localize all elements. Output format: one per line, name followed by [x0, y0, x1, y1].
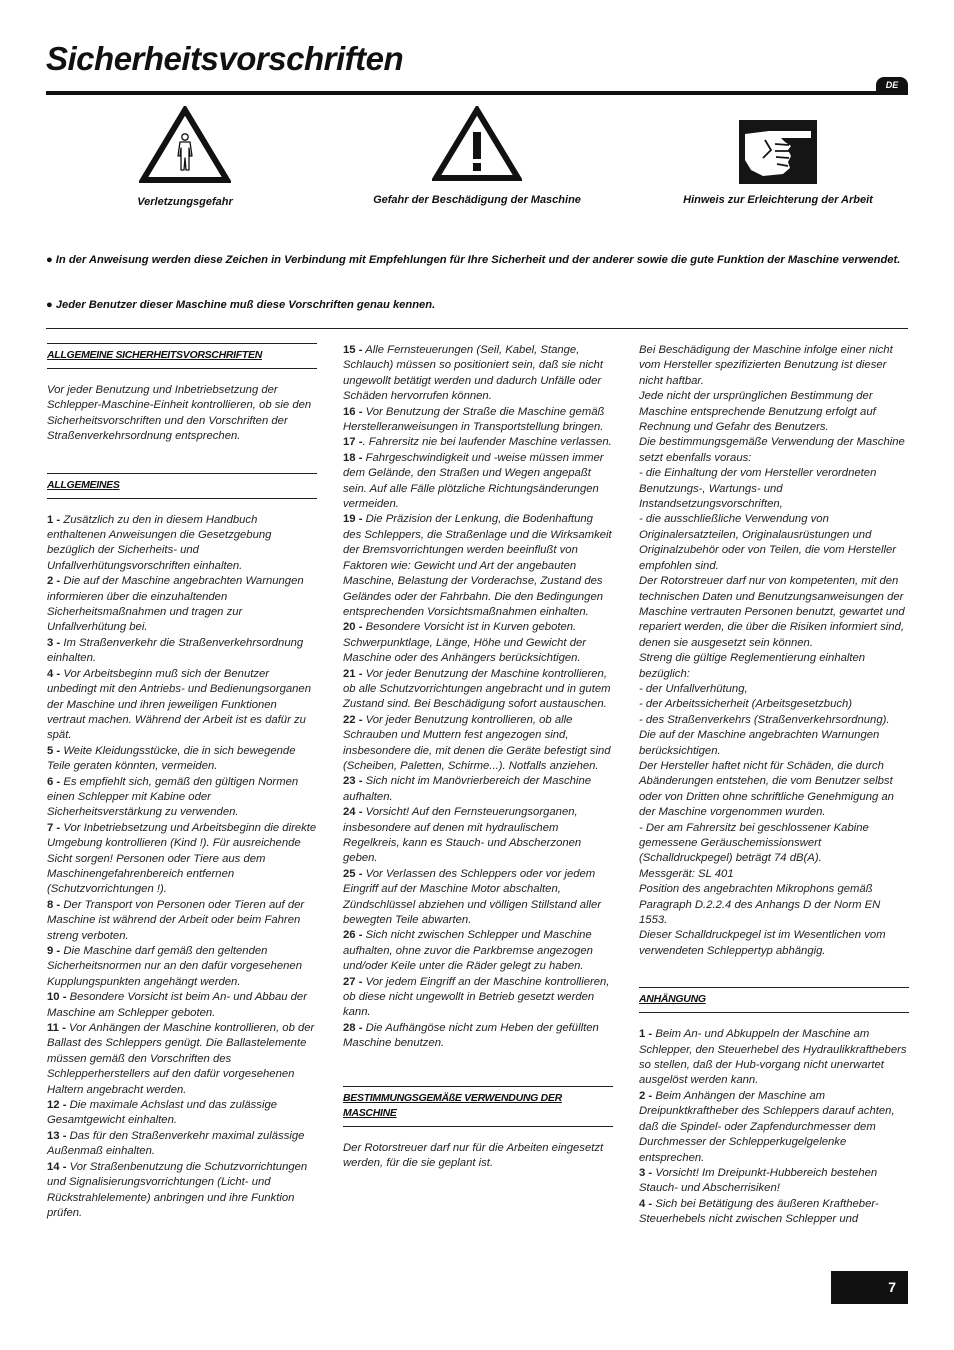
text-line: Messgerät: SL 401	[639, 867, 734, 880]
list-item: 12 - Die maximale Achslast und das zulässige Gesamtgewicht einhalten.	[47, 1099, 278, 1127]
text-line: - Der am Fahrersitz bei geschlossener Kabine gemessene Geräuschemissionswert (Schalldruckpegel) beträgt 74 dB(A).	[639, 821, 869, 865]
list-item: 3 - Im Straßenverkehr die Straßenverkehrsordnung einhalten.	[47, 636, 304, 665]
text-line: Jede nicht der ursprünglichen Bestimmung der Maschine entsprechende Benutzung erfolgt auf Rechnung und Gefahr des Benutzers.	[639, 390, 876, 434]
list-item: 19 - Die Präzision der Lenkung, die Bodenhaftung des Schleppers, die Straßenlage und die Wirksamkeit der Bremsvorrichtungen werden beeinflußt von Faktoren wie: Gewicht und Art der angebauten Maschine, Belastung der Vorderachse, Zustand des Geländes oder der Fahrbahn. Die den Bedingungen entsprechenden Vorsichtsmaßnahmen einhalten.	[343, 513, 612, 618]
list-item: 24 - Vorsicht! Auf den Fernsteuerungsorganen, insbesondere auf denen mit hydraulischem Regelkreis, kann es Stauch- und Abscherzonen geben.	[343, 806, 582, 865]
list-item: 17 -. Fahrersitz nie bei laufender Maschine verlassen.	[343, 436, 612, 449]
list-item: 6 - Es empfiehlt sich, gemäß den gültigen Normen einen Schlepper mit Kabine oder Sicherheitsverstärkung zu verwenden.	[47, 775, 299, 819]
list-item: 11 - Vor Anhängen der Maschine kontrollieren, ob der Ballast des Schleppers genügt. Die Ballastelemente müssen gemäß den Vorschriften des Schlepperherstellers auf den dafür vorgesehenen Haltern angebracht werden.	[47, 1022, 315, 1096]
paragraph-intended-use: Der Rotorstreuer darf nur für die Arbeiten eingesetzt werden, für die sie geplant ist.	[343, 1141, 604, 1170]
pointing-hand-icon	[739, 120, 817, 184]
exclamation-warning-icon	[432, 106, 522, 182]
list-item: 1 - Zusätzlich zu den in diesem Handbuch enthaltenen Anweisungen die Gesetzgebung bezüglich der Sicherheits- und Unfallverhütungsvorschriften einhalten.	[47, 513, 272, 572]
list-item: 9 - Die Maschine darf gemäß den geltenden Sicherheitsnormen nur an den dafür vorgesehenen Kupplungspunkten angehängt werden.	[47, 945, 302, 988]
icon-caption-injury: Verletzungsgefahr	[137, 196, 233, 208]
list-item: 2 - Beim Anhängen der Maschine am Dreipunktkraftheber des Schleppers darauf achten, daß die Spindel- oder Zapfendurchmesser dem Durchmesser der Schlepperkugelgelenke entsprechen.	[639, 1089, 895, 1164]
list-item: 18 - Fahrgeschwindigkeit und -weise müssen immer dem Gelände, den Straßen und Wegen angepaßt sein. Auf alle Fälle plötzliche Richtungsänderungen vermeiden.	[343, 451, 604, 511]
list-item: 22 - Vor jeder Benutzung kontrollieren, ob alle Schrauben und Muttern fest angezogen sind, insbesondere die, mit denen die Geräte befestigt sind (Scheiben, Paletten, Schirme...). Notfalls anziehen.	[343, 713, 611, 772]
icon-block-injury	[100, 106, 270, 208]
list-item: 4 - Sich bei Betätigung des äußeren Kraftheber-Steuerhebels nicht zwischen Schlepper und	[639, 1197, 879, 1226]
list-item: 21 - Vor jeder Benutzung der Maschine kontrollieren, ob alle Schutzvorrichtungen angebracht und in gutem Zustand sind. Bei Beschädigung sofort austauschen.	[343, 667, 611, 711]
section-heading-hitching: ANHÄNGUNG	[639, 987, 909, 1013]
list-item: 25 - Vor Verlassen des Schleppers oder vor jedem Eingriff auf der Maschine Motor abschalten, Zündschlüssel abziehen und völligen Stillstand aller bewegten Teile abwarten.	[343, 867, 602, 927]
person-warning-icon	[139, 106, 231, 184]
text-line: - der Arbeitssicherheit (Arbeitsgesetzbuch)	[639, 698, 853, 711]
icon-caption-hint: Hinweis zur Erleichterung der Arbeit	[683, 194, 873, 206]
intro-paragraph-1: ● In der Anweisung werden diese Zeichen in Verbindung mit Empfehlungen für Ihre Sicherheit und der anderer sowie die gute Funktion der Maschine verwendet.	[46, 254, 901, 266]
list-item: 28 - Die Aufhängöse nicht zum Heben der gefüllten Maschine benutzen.	[343, 1021, 599, 1050]
text-line: Die auf der Maschine angebrachten Warnungen berücksichtigen.	[639, 729, 880, 757]
list-item: 23 - Sich nicht im Manövrierbereich der Maschine aufhalten.	[343, 775, 592, 803]
list-item: 2 - Die auf der Maschine angebrachten Warnungen informieren über die einzuhaltenden Sicherheitsmaßnahmen und tragen zur Unfallverhütung bei.	[47, 575, 304, 634]
text-line: Position des angebrachten Mikrophons gemäß Paragraph D.2.2.4 des Anhangs D der Norm EN 1553.	[639, 883, 881, 927]
icon-caption-damage: Gefahr der Beschädigung der Maschine	[373, 194, 581, 206]
section-divider	[46, 328, 908, 329]
page-number: 7	[831, 1271, 908, 1304]
section-heading-general-safety: ALLGEMEINE SICHERHEITSVORSCHRIFTEN	[47, 343, 317, 369]
section-heading-intended-use: BESTIMMUNGSGEMÄßE VERWENDUNG DER MASCHINE	[343, 1086, 613, 1127]
list-item: 4 - Vor Arbeitsbeginn muß sich der Benutzer unbedingt mit den Antriebs- und Bedienungsorganen der Maschine und ihren jeweiligen Funktionen vertraut machen. Während der Arbeit ist es dafür zu spät.	[47, 667, 311, 742]
icon-block-hint	[650, 120, 906, 206]
section-heading-general: ALLGEMEINES	[47, 473, 317, 499]
text-line: Bei Beschädigung der Maschine infolge einer nicht vom Hersteller spezifizierten Benutzung ist dieser nicht haftbar.	[639, 344, 893, 387]
list-item: 16 - Vor Benutzung der Straße die Maschine gemäß Herstelleranweisungen in Transportstellung bringen.	[343, 405, 605, 434]
list-item: 20 - Besondere Vorsicht ist in Kurven geboten. Schwerpunktlage, Länge, Höhe und Gewicht der Maschine oder des Anhängers berücksichtigen.	[343, 621, 587, 665]
bullet-icon: ●	[46, 299, 53, 311]
text-line: Streng die gültige Reglementierung einhalten bezüglich:	[639, 652, 866, 680]
title-rule	[46, 91, 908, 95]
list-item: 14 - Vor Straßenbenutzung die Schutzvorrichtungen und Signalisierungsvorrichtungen (Licht- und Rückstrahlelemente) anbringen und ihre Funktion prüfen.	[47, 1160, 308, 1219]
intro-paragraph-2: ● Jeder Benutzer dieser Maschine muß diese Vorschriften genau kennen.	[46, 299, 436, 311]
text-line: Der Rotorstreuer darf nur von kompetenten, mit den technischen Daten und Benutzungsanweisungen der Maschine vertrauten Personen benutzt, gewartet und repariert werden, die über die Risiken informiert sind, denen sie ausgesetzt sein können.	[639, 575, 905, 649]
column-3	[639, 343, 909, 1228]
language-badge: DE	[876, 77, 908, 94]
list-item: 15 - Alle Fernsteuerungen (Seil, Kabel, Stange, Schlauch) müssen so positioniert sein, daß sie nicht ungewollt betätigt werden und dadurch Unfälle oder Schäden hervorrufen können.	[343, 344, 603, 403]
list-item: 7 - Vor Inbetriebsetzung und Arbeitsbeginn die direkte Umgebung kontrollieren (Kind !). Für ausreichende Sicht sorgen! Personen oder Tiere aus dem Maschinengefahrenbereich entfernen (Schutzvorrichtungen !).	[47, 821, 317, 896]
text-line: - des Straßenverkehrs (Straßenverkehrsordnung).	[639, 713, 890, 726]
text-line: - die Einhaltung der vom Hersteller verordneten Benutzungs-, Wartungs- und Instandsetzungsvorschriften,	[639, 467, 877, 511]
list-item: 10 - Besondere Vorsicht ist beim An- und Abbau der Maschine am Schlepper geboten.	[47, 991, 307, 1019]
text-line: - die ausschließliche Verwendung von Originalersatzteilen, Originalausrüstungen und Originalzubehör oder von Teilen, die vom Hersteller empfohlen sind.	[639, 513, 897, 572]
column-2	[343, 343, 613, 1172]
list-item: 1 - Beim An- und Abkuppeln der Maschine am Schlepper, den Steuerhebel des Hydraulikkrafthebers so stellen, daß der Hub-vorgang nicht unerwartet ausgelöst werden kann.	[639, 1028, 907, 1087]
list-item: 5 - Weite Kleidungsstücke, die in sich bewegende Teile geraten könnten, vermeiden.	[47, 744, 296, 773]
paragraph-general-safety: Vor jeder Benutzung und Inbetriebsetzung der Schlepper-Maschine-Einheit kontrollieren, ob sie den Sicherheitsvorschriften und den Vorschriften der Straßenverkehrsordnung entsprechen.	[47, 384, 312, 443]
list-item: 27 - Vor jedem Eingriff an der Maschine kontrollieren, ob diese nicht ungewollt in Betrieb gesetzt werden kann.	[343, 975, 610, 1019]
text-line: Die bestimmungsgemäße Verwendung der Maschine setzt ebenfalls voraus:	[639, 436, 905, 464]
text-line: Der Hersteller haftet nicht für Schäden, die durch Abänderungen entstehen, die vom Benutzer selbst oder von Dritten ohne schriftliche Genehmigung an der Maschine vorgenommen wurden.	[639, 759, 894, 819]
list-item: 3 - Vorsicht! Im Dreipunkt-Hubbereich bestehen Stauch- und Abscherrisiken!	[639, 1166, 878, 1195]
icon-block-damage	[346, 106, 608, 206]
text-line: - der Unfallverhütung,	[639, 682, 748, 695]
bullet-icon: ●	[46, 254, 53, 266]
column-1	[47, 343, 317, 1221]
list-item: 26 - Sich nicht zwischen Schlepper und Maschine aufhalten, ohne zuvor die Parkbremse angezogen und/oder Keile unter die Räder gelegt zu haben.	[343, 929, 593, 973]
list-item: 8 - Der Transport von Personen oder Tieren auf der Maschine ist während der Arbeit oder beim Fahren streng verboten.	[47, 898, 305, 942]
text-line: Dieser Schalldruckpegel ist im Wesentlichen vom verwendeten Schleppertyp abhängig.	[639, 929, 886, 957]
list-item: 13 - Das für den Straßenverkehr maximal zulässige Außenmaß einhalten.	[47, 1129, 305, 1158]
page-title: Sicherheitsvorschriften	[46, 40, 404, 77]
